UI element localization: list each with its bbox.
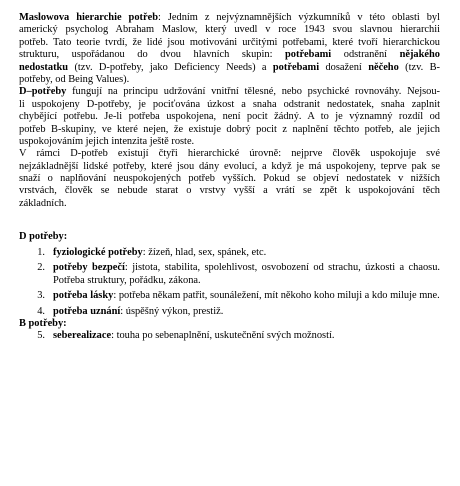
list-item: 4. potřeba uznání: úspěšný výkon, prestiž.	[37, 305, 224, 317]
blank-line	[19, 210, 440, 222]
d-needs-title: D potřeby:	[19, 230, 68, 242]
p3-line-4: vrstvách, člověk se nebude starat o vrstvy vyšší a vrátí se zpět k uspokojování těch	[19, 185, 440, 197]
need-term: potřeby bezpečí	[53, 262, 125, 274]
p2-line-5: uspokojováním jejich intenzita ještě roste.	[19, 135, 195, 147]
intro-line-4: strukturu, uspořádanou do dvou hlavních skupin: potřebami odstranění nějakého	[19, 49, 440, 61]
p2-line-1: D–potřeby fungují na principu udržování vnitřní tělesné, nebo psychické rovnováhy. Nejsou-	[19, 86, 440, 98]
intro-line-3: potřeb. Tato teorie tvrdí, že lidé jsou motivováni určitými potřebami, které tvoří hierarchickou	[19, 36, 440, 48]
list-item: 1. fyziologické potřeby: žízeň, hlad, sex, spánek, etc.	[37, 247, 267, 259]
p2-line-3: chybějící potřebu. Je-li potřeba uspokojena, není pocit žádný. A to je významný rozdíl od	[19, 111, 440, 123]
intro-line-6: potřeby, od Being Values).	[19, 73, 130, 85]
p3-line-3: snaží o naplňování neuspokojených potřeb vyšších. Pokud se objeví nedostatek v nižších	[19, 173, 440, 185]
p2-line-4: potřeb B-skupiny, ve které nejen, že existuje dobrý pocit z naplnění těchto potřeb, ale jejich	[19, 123, 440, 135]
p3-line-5: základních.	[19, 197, 67, 209]
list-item: 2. potřeby bezpečí: jistota, stabilita, spolehlivost, osvobození od strachu, úzkosti a chaosu. Potřeba struktury, pořádku, zákona.	[37, 262, 440, 286]
b-needs-title: B potřeby:	[19, 318, 67, 330]
p3-line-1: V rámci D-potřeb existují čtyři hierarchické úrovně: nejprve člověk uspokojuje své	[19, 148, 440, 160]
b-needs-list	[19, 330, 440, 342]
intro-line-2: americký psycholog Abraham Maslow, který uvedl v roce 1943 svou slavnou hierarchii	[19, 24, 440, 36]
intro-line-1: Maslowova hierarchie potřeb: Jedním z nejvýznamnějších výzkumníků v této oblasti byl	[19, 12, 440, 23]
p2-line-2: li uspokojeny D-potřeby, je pociťována úzkost a snaha odstranit nedostatek, snaha zaplnit	[19, 98, 440, 110]
intro-line-5: nedostatku (tzv. D-potřeby, jako Deficiency Needs) a potřebami dosažení něčeho (tzv. B-	[19, 61, 440, 73]
need-term: potřeba uznání	[53, 305, 121, 317]
d-needs-list	[19, 247, 440, 318]
blank-line	[19, 223, 440, 231]
list-item: 3. potřeba lásky: potřeba někam patřit, sounáležení, mít někoho koho miluji a kdo miluje mne.	[37, 290, 440, 302]
need-term: potřeba lásky	[53, 290, 114, 302]
need-term: fyziologické potřeby	[53, 247, 143, 259]
p3-line-2: nejzákladnější lidské potřeby, které jsou dány evolucí, a když je má uspokojeny, teprve pak se	[19, 160, 440, 172]
need-term: seberealizace	[53, 330, 112, 342]
list-item: 5. seberealizace: touha po sebenaplnění, uskutečnění svých možností.	[37, 330, 335, 342]
document-body	[19, 12, 440, 343]
intro-heading: Maslowova hierarchie potřeb	[19, 12, 158, 23]
d-needs-term: D–potřeby	[19, 86, 67, 98]
